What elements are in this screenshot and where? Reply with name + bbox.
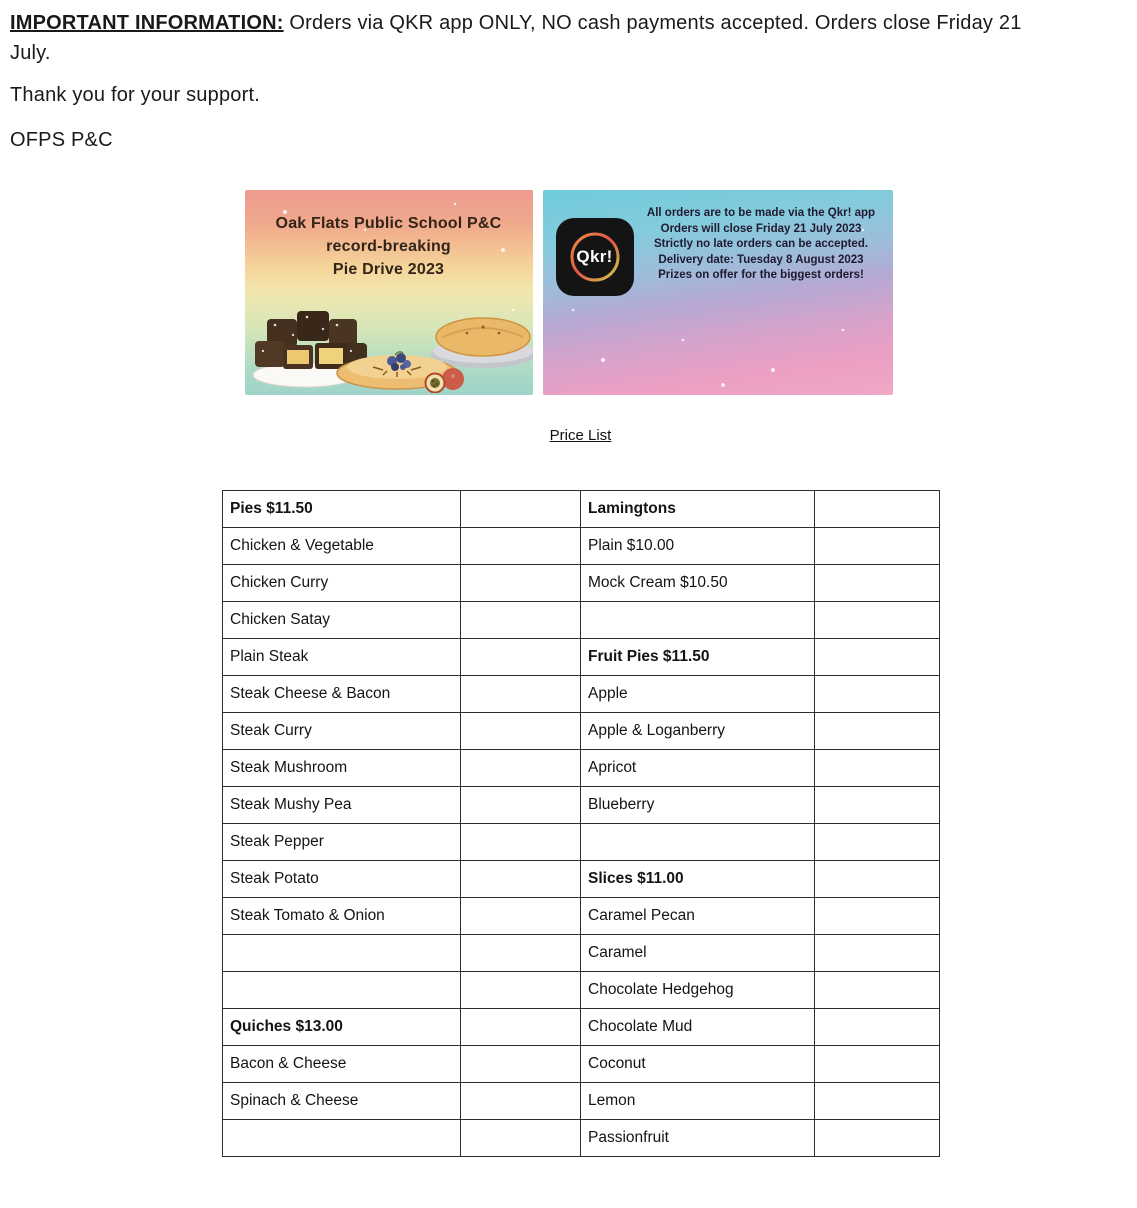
table-cell-qty-left <box>461 1120 581 1157</box>
table-row <box>223 898 940 935</box>
table-row <box>223 824 940 861</box>
table-cell-qty-left <box>461 898 581 935</box>
table-cell-item-left: Steak Curry <box>223 713 461 750</box>
table-cell-item-left: Steak Mushy Pea <box>223 787 461 824</box>
price-list-title: Price List <box>549 427 612 444</box>
table-cell-item-left: Pies $11.50 <box>223 491 461 528</box>
table-cell-item-right: Apple <box>581 676 815 713</box>
table-row <box>223 787 940 824</box>
table-row <box>223 565 940 602</box>
table-cell-qty-right <box>815 713 940 750</box>
table-row <box>223 602 940 639</box>
qkr-icon-label: Qkr! <box>576 247 613 266</box>
table-cell-qty-left <box>461 787 581 824</box>
banner-info-line5: Prizes on offer for the biggest orders! <box>658 269 864 281</box>
table-cell-item-left: Chicken & Vegetable <box>223 528 461 565</box>
price-list-table <box>222 490 940 1157</box>
table-cell-item-right: Coconut <box>581 1046 815 1083</box>
table-cell-qty-left <box>461 1046 581 1083</box>
table-row <box>223 1009 940 1046</box>
table-cell-qty-right <box>815 676 940 713</box>
table-cell-qty-right <box>815 898 940 935</box>
table-cell-qty-right <box>815 861 940 898</box>
table-row <box>223 676 940 713</box>
table-cell-qty-right <box>815 491 940 528</box>
table-cell-qty-left <box>461 935 581 972</box>
table-cell-item-right: Lamingtons <box>581 491 815 528</box>
table-cell-qty-left <box>461 639 581 676</box>
table-cell-item-right: Chocolate Mud <box>581 1009 815 1046</box>
table-cell-qty-right <box>815 602 940 639</box>
table-row <box>223 935 940 972</box>
table-cell-item-left: Quiches $13.00 <box>223 1009 461 1046</box>
banner-title-line2: record-breaking <box>326 238 451 255</box>
table-cell-qty-right <box>815 639 940 676</box>
table-row <box>223 528 940 565</box>
table-cell-qty-right <box>815 935 940 972</box>
table-cell-qty-left <box>461 1009 581 1046</box>
flyer-page <box>0 8 1137 1157</box>
banner-right-panel <box>543 190 893 395</box>
table-cell-qty-left <box>461 565 581 602</box>
table-row <box>223 1120 940 1157</box>
table-cell-qty-right <box>815 1046 940 1083</box>
table-cell-item-right: Mock Cream $10.50 <box>581 565 815 602</box>
table-cell-qty-right <box>815 750 940 787</box>
table-cell-item-left: Chicken Curry <box>223 565 461 602</box>
table-cell-qty-left <box>461 972 581 1009</box>
signoff-paragraph: OFPS P&C <box>10 129 113 151</box>
table-cell-qty-right <box>815 565 940 602</box>
banner-title-line3: Pie Drive 2023 <box>332 261 445 278</box>
table-cell-item-left: Spinach & Cheese <box>223 1083 461 1120</box>
table-cell-item-right: Lemon <box>581 1083 815 1120</box>
banner-title-line1: Oak Flats Public School P&C <box>275 215 502 232</box>
table-cell-item-right: Passionfruit <box>581 1120 815 1157</box>
table-cell-qty-left <box>461 602 581 639</box>
table-cell-item-left: Bacon & Cheese <box>223 1046 461 1083</box>
table-row <box>223 491 940 528</box>
important-info-paragraph <box>10 8 1127 68</box>
important-info-label: IMPORTANT INFORMATION: <box>10 12 284 34</box>
table-cell-item-left <box>223 1120 461 1157</box>
qkr-app-icon <box>556 218 634 296</box>
table-cell-item-left <box>223 972 461 1009</box>
apple-pie-illustration <box>431 318 533 368</box>
table-cell-qty-right <box>815 1009 940 1046</box>
table-row <box>223 972 940 1009</box>
table-cell-item-left: Chicken Satay <box>223 602 461 639</box>
table-cell-qty-right <box>815 1120 940 1157</box>
table-row <box>223 861 940 898</box>
table-row <box>223 639 940 676</box>
thanks-paragraph: Thank you for your support. <box>10 84 260 106</box>
table-cell-qty-right <box>815 528 940 565</box>
price-table-body <box>223 491 940 1157</box>
pie-drive-banner <box>0 190 1137 395</box>
table-cell-qty-left <box>461 861 581 898</box>
banner-left-panel <box>245 190 533 395</box>
banner-info-line4: Delivery date: Tuesday 8 August 2023 <box>658 253 864 266</box>
table-cell-item-right: Fruit Pies $11.50 <box>581 639 815 676</box>
table-row <box>223 1083 940 1120</box>
table-cell-qty-left <box>461 491 581 528</box>
table-cell-item-right: Apple & Loganberry <box>581 713 815 750</box>
table-cell-qty-left <box>461 528 581 565</box>
table-cell-item-left: Steak Cheese & Bacon <box>223 676 461 713</box>
table-cell-item-right: Caramel <box>581 935 815 972</box>
table-row <box>223 750 940 787</box>
food-illustration <box>245 263 533 393</box>
price-list-title-wrap <box>222 427 939 445</box>
important-info-line2: July. <box>10 42 51 64</box>
table-cell-item-left: Steak Mushroom <box>223 750 461 787</box>
table-cell-item-left: Plain Steak <box>223 639 461 676</box>
table-cell-item-right: Blueberry <box>581 787 815 824</box>
table-cell-item-right <box>581 824 815 861</box>
table-cell-item-left: Steak Potato <box>223 861 461 898</box>
table-cell-qty-right <box>815 787 940 824</box>
table-cell-qty-left <box>461 750 581 787</box>
table-cell-item-right: Slices $11.00 <box>581 861 815 898</box>
banner-right-text <box>632 206 891 284</box>
table-cell-item-left <box>223 935 461 972</box>
table-cell-item-right: Plain $10.00 <box>581 528 815 565</box>
table-row <box>223 1046 940 1083</box>
table-cell-item-right <box>581 602 815 639</box>
table-cell-qty-left <box>461 713 581 750</box>
important-info-line1 <box>10 8 1127 38</box>
table-cell-qty-left <box>461 824 581 861</box>
table-cell-qty-right <box>815 1083 940 1120</box>
table-cell-qty-right <box>815 824 940 861</box>
table-cell-item-right: Apricot <box>581 750 815 787</box>
table-cell-qty-right <box>815 972 940 1009</box>
table-cell-qty-left <box>461 1083 581 1120</box>
table-cell-item-right: Caramel Pecan <box>581 898 815 935</box>
banner-info-line1: All orders are to be made via the Qkr! app <box>646 207 876 219</box>
table-cell-qty-left <box>461 676 581 713</box>
table-cell-item-left: Steak Pepper <box>223 824 461 861</box>
table-cell-item-left: Steak Tomato & Onion <box>223 898 461 935</box>
important-info-text: Orders via QKR app ONLY, NO cash payments accepted. Orders close Friday 21 <box>283 12 1022 34</box>
banner-info-line3: Strictly no late orders can be accepted. <box>653 238 869 250</box>
table-row <box>223 713 940 750</box>
banner-info-line2: Orders will close Friday 21 July 2023 <box>660 222 862 235</box>
table-cell-item-right: Chocolate Hedgehog <box>581 972 815 1009</box>
